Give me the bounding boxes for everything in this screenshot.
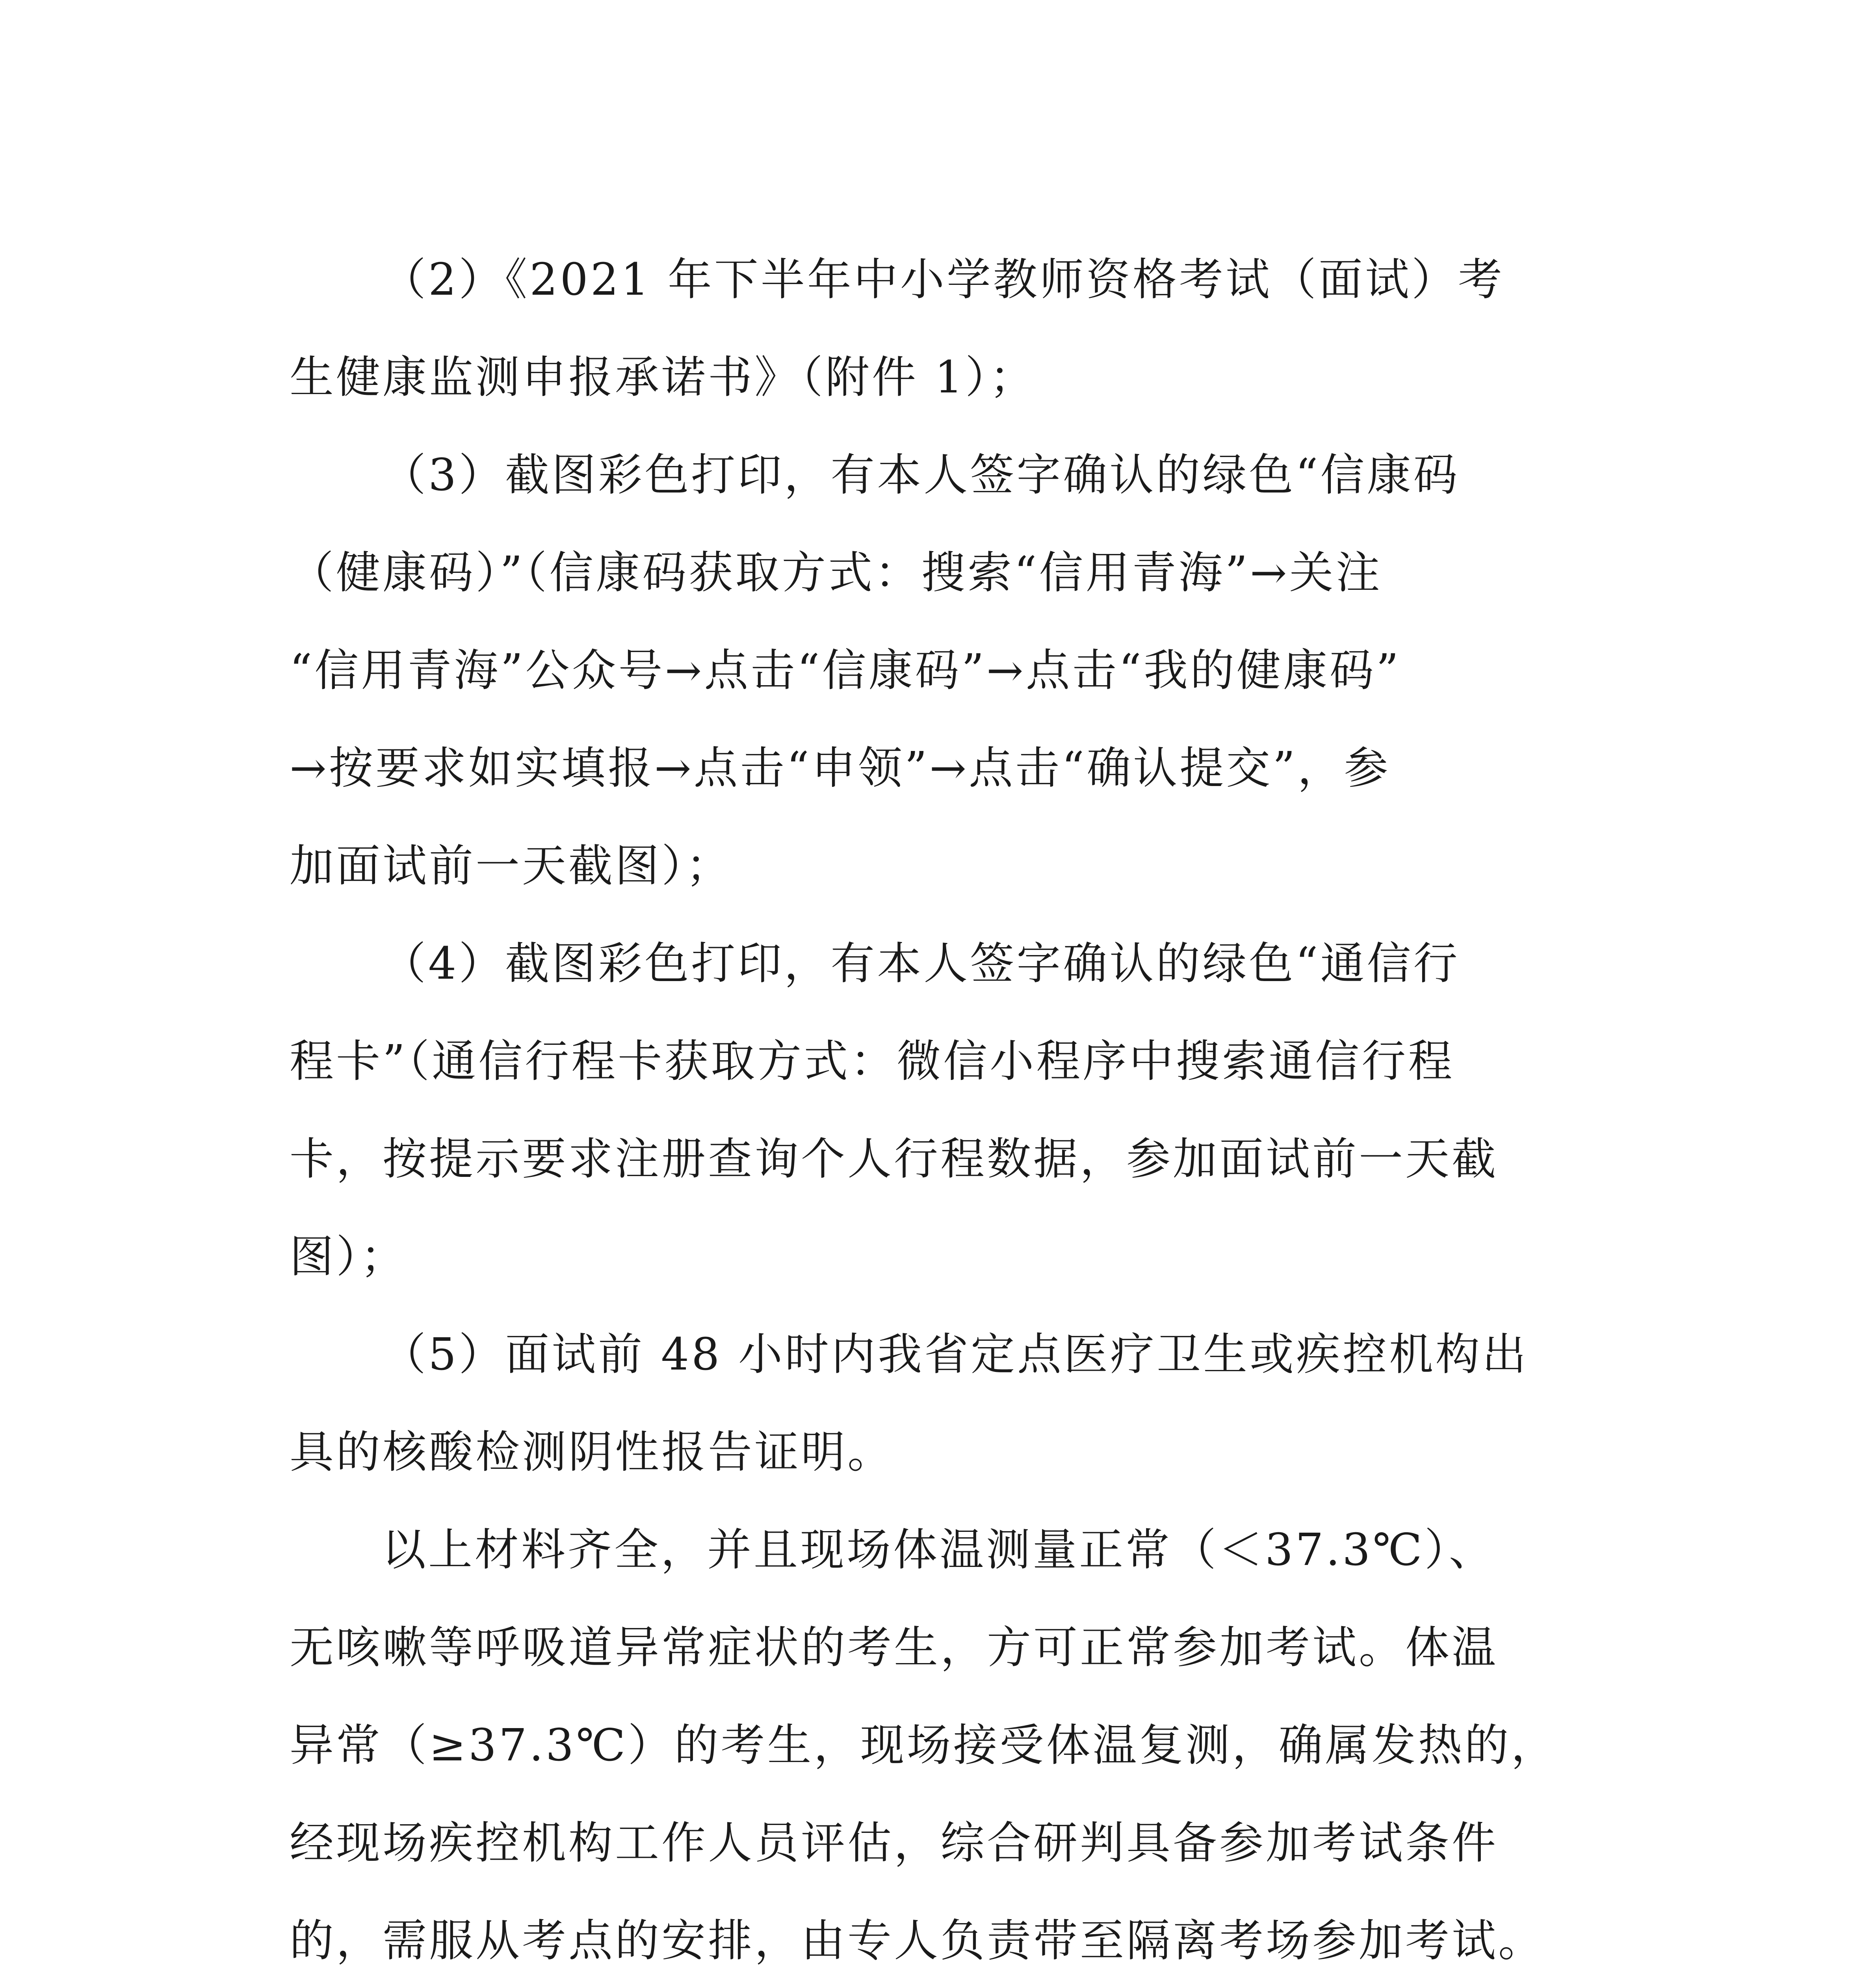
- text-line: （2）《2021 年下半年中小学教师资格考试（面试）考: [382, 254, 1505, 305]
- text-line: （健康码）”（信康码获取方式：搜索“信用青海”→关注: [290, 547, 1382, 598]
- text-line: 异常（≥37.3℃）的考生，现场接受体温复测，确属发热的，: [290, 1720, 1558, 1771]
- text-line: 具的核酸检测阴性报告证明。: [290, 1427, 894, 1478]
- text-line: 程卡”（通信行程卡获取方式：微信小程序中搜索通信行程: [290, 1036, 1455, 1087]
- text-line: “信用青海”公众号→点击“信康码”→点击“我的健康码”: [290, 645, 1401, 696]
- text-line: 无咳嗽等呼吸道异常症状的考生，方可正常参加考试。体温: [290, 1622, 1498, 1673]
- text-line: →按要求如实填报→点击“申领”→点击“确认提交”，参: [290, 743, 1391, 794]
- text-line: （4）截图彩色打印，有本人签字确认的绿色“通信行: [382, 938, 1460, 989]
- text-line: 经现场疾控机构工作人员评估，综合研判具备参加考试条件: [290, 1818, 1498, 1869]
- text-line: 加面试前一天截图）；: [290, 840, 732, 892]
- document-body: [290, 231, 1586, 1970]
- text-line: （3）截图彩色打印，有本人签字确认的绿色“信康码: [382, 450, 1460, 501]
- text-line: 图）；: [290, 1231, 407, 1282]
- text-line: 生健康监测申报承诺书》（附件 1）；: [290, 352, 1036, 403]
- text-line: 卡，按提示要求注册查询个人行程数据，参加面试前一天截: [290, 1134, 1498, 1185]
- text-line: 的，需服从考点的安排，由专人负责带至隔离考场参加考试。: [290, 1915, 1545, 1966]
- text-line: 以上材料齐全，并且现场体温测量正常（＜37.3℃）、: [382, 1524, 1495, 1576]
- text-line: （5）面试前 48 小时内我省定点医疗卫生或疾控机构出: [382, 1329, 1529, 1380]
